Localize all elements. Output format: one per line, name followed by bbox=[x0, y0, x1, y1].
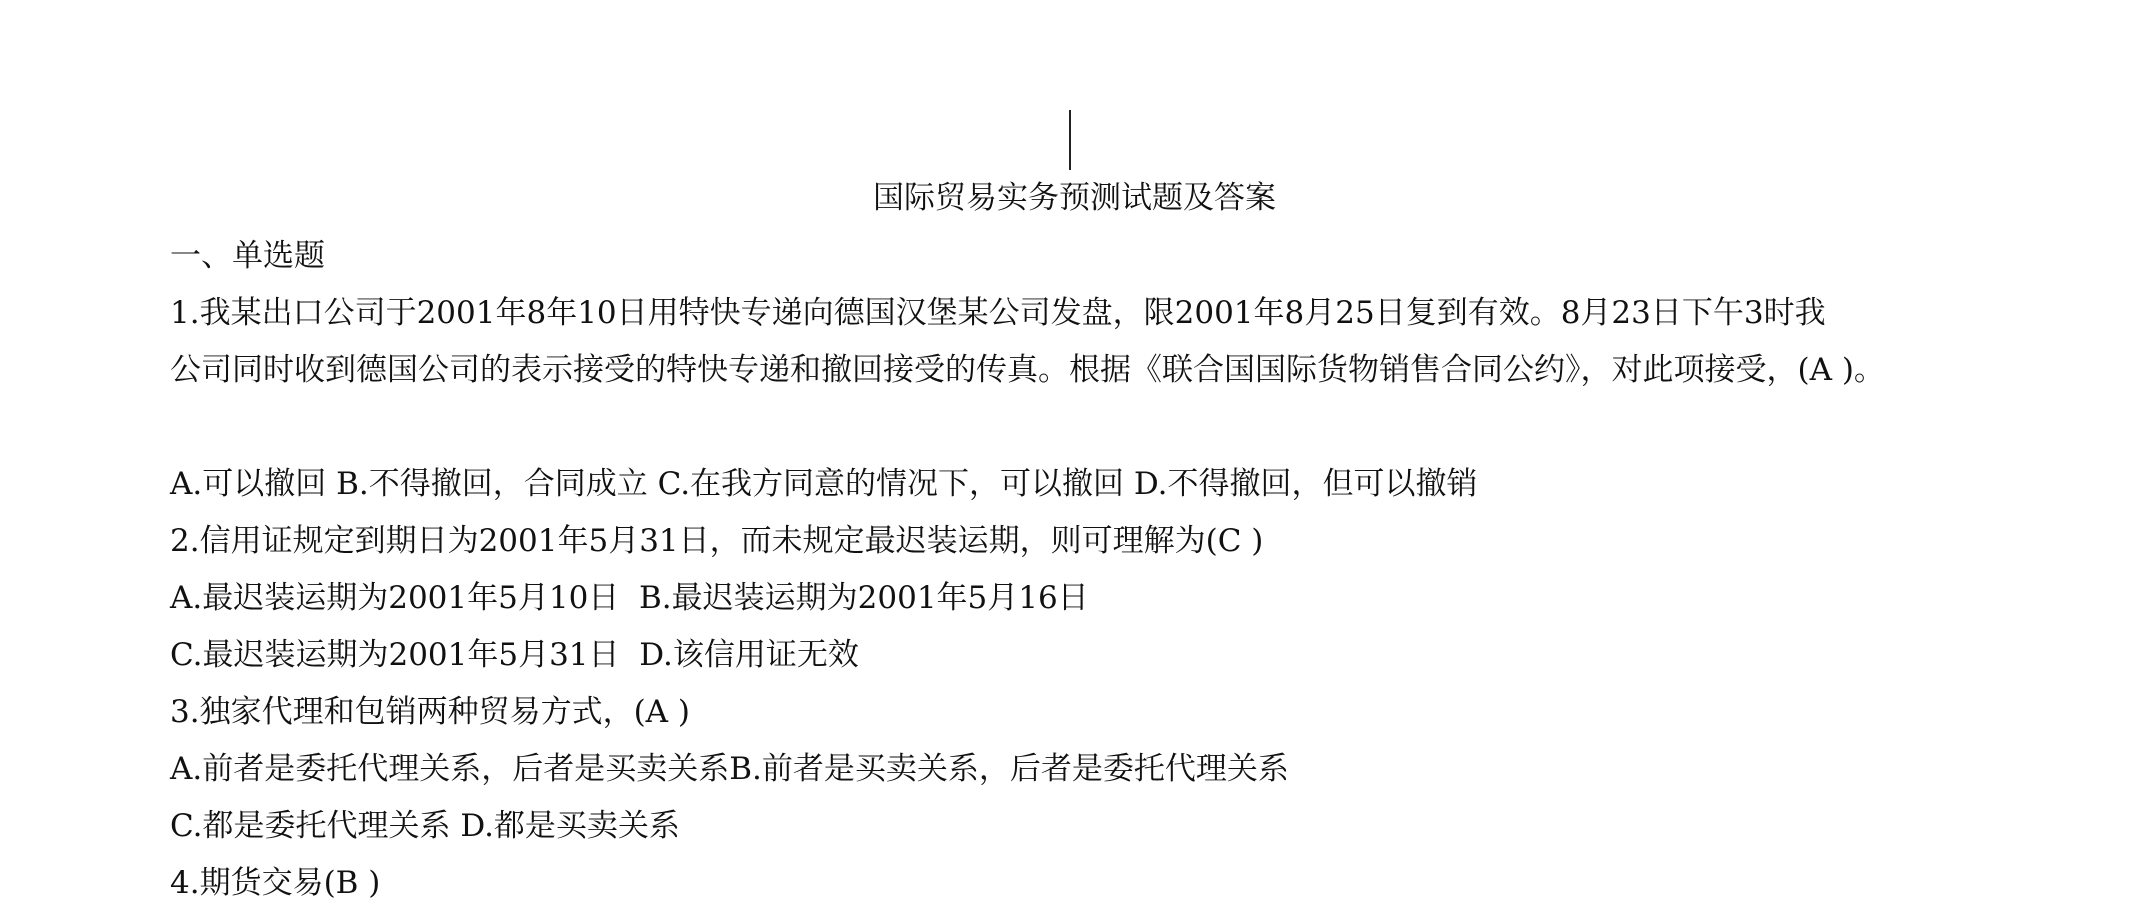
question-2-options-ab: A.最迟装运期为2001年5月10日 B.最迟装运期为2001年5月16日 bbox=[170, 580, 1089, 616]
question-4-text: 4.期货交易(B ) bbox=[170, 865, 381, 901]
question-3-options-cd: C.都是委托代理关系 D.都是买卖关系 bbox=[170, 808, 680, 844]
question-2-options-cd: C.最迟装运期为2001年5月31日 D.该信用证无效 bbox=[170, 637, 859, 673]
blank-line bbox=[170, 399, 2070, 456]
question-3-text: 3.独家代理和包销两种贸易方式，(A ) bbox=[170, 694, 691, 730]
question-3-options-ab: A.前者是委托代理关系，后者是买卖关系B.前者是买卖关系，后者是委托代理关系 bbox=[170, 751, 1289, 787]
question-1-options: A.可以撤回 B.不得撤回，合同成立 C.在我方同意的情况下，可以撤回 D.不得撤回，但可以撤销 bbox=[170, 466, 1478, 502]
document-title: 国际贸易实务预测试题及答案 bbox=[873, 180, 1276, 216]
question-1-line-2: 公司同时收到德国公司的表示接受的特快专递和撤回接受的传真。根据《联合国国际货物销售合同公约》，对此项接受，(A )。 bbox=[170, 352, 1885, 388]
question-2-text: 2.信用证规定到期日为2001年5月31日，而未规定最迟装运期，则可理解为(C ) bbox=[170, 523, 1264, 559]
document-body bbox=[170, 228, 2070, 912]
text-cursor-mark bbox=[1069, 110, 1071, 170]
question-1-line-1: 1.我某出口公司于2001年8年10日用特快专递向德国汉堡某公司发盘，限2001年8月25日复到有效。8月23日下午3时我 bbox=[170, 295, 1826, 331]
section-heading: 一、单选题 bbox=[170, 238, 325, 274]
